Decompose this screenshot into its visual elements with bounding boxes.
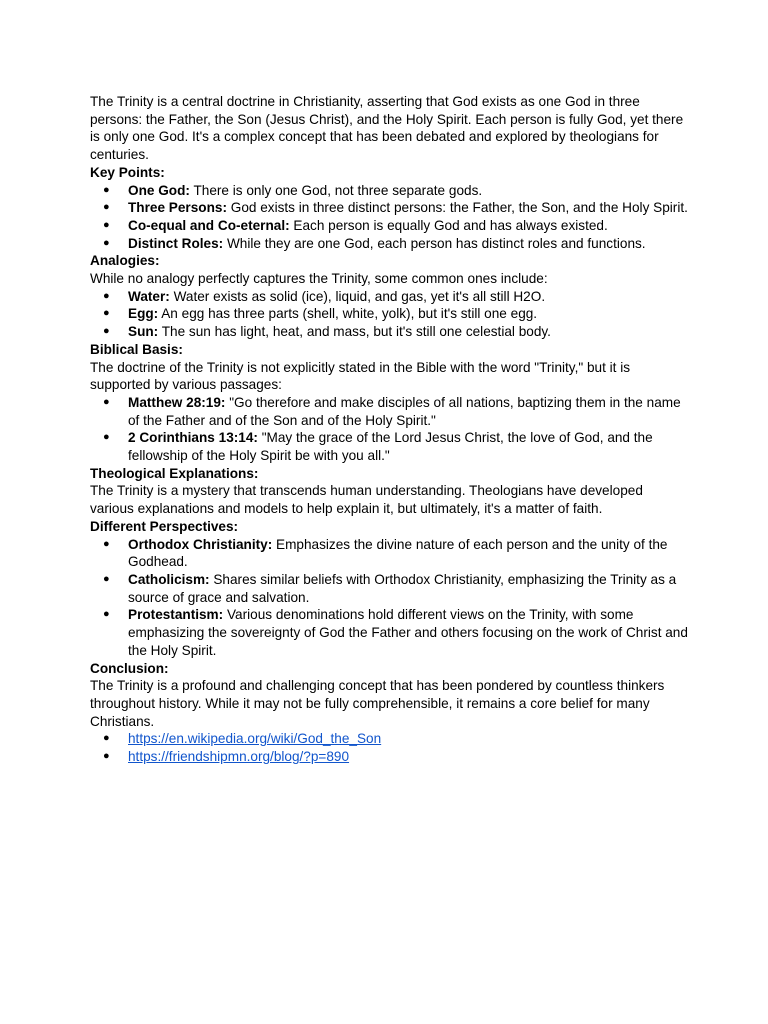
list-item: ● 2 Corinthians 13:14: "May the grace of the Lord Jesus Christ, the love of God, and the fellowship of the Holy Spirit be with you all.": [103, 430, 653, 464]
bullet-icon: ●: [103, 537, 110, 550]
list-item: ● Co-equal and Co-eternal: Each person is equally God and has always existed.: [103, 217, 608, 233]
bullet-icon: ●: [103, 325, 110, 338]
analogies-heading: Analogies:: [90, 253, 160, 269]
bullet-icon: ●: [103, 183, 110, 196]
analogies-intro: While no analogy perfectly captures the Trinity, some common ones include:: [90, 271, 548, 287]
key-points-list: [90, 182, 690, 253]
bullet-icon: ●: [103, 307, 110, 320]
theological-paragraph: The Trinity is a mystery that transcends human understanding. Theologians have developed various explanations and models to help explain it, but ultimately, it's a matter of faith.: [90, 483, 643, 517]
list-item: [90, 748, 690, 766]
list-item: ● Catholicism: Shares similar beliefs with Orthodox Christianity, emphasizing the Trinity as a source of grace and salvation.: [103, 571, 677, 605]
bullet-icon: ●: [103, 289, 110, 302]
bullet-icon: ●: [103, 201, 110, 214]
conclusion-paragraph: The Trinity is a profound and challenging concept that has been pondered by countless thinkers throughout history. While it may not be fully comprehensible, it remains a core belief for many Christians.: [90, 678, 665, 729]
list-item: ● Protestantism: Various denominations hold different views on the Trinity, with some emphasizing the sovereignty of God the Father and others focusing on the work of Christ and the Holy Spirit.: [103, 607, 688, 658]
list-item: ● Sun: The sun has light, heat, and mass, but it's still one celestial body.: [103, 324, 551, 340]
bullet-icon: ●: [103, 572, 110, 585]
list-item: ● Orthodox Christianity: Emphasizes the divine nature of each person and the unity of the Godhead.: [103, 536, 668, 570]
list-item: [90, 730, 690, 748]
perspectives-heading: Different Perspectives:: [90, 518, 239, 534]
list-item: ● Distinct Roles: While they are one God, each person has distinct roles and functions.: [103, 235, 646, 251]
theological-heading: Theological Explanations:: [90, 465, 259, 481]
perspectives-list: [90, 536, 690, 660]
bullet-icon: ●: [103, 608, 110, 621]
list-item: ● Matthew 28:19: "Go therefore and make disciples of all nations, baptizing them in the name of the Father and of the Son and of the Holy Spirit.": [103, 394, 681, 428]
biblical-basis-list: [90, 394, 690, 465]
conclusion-heading: Conclusion:: [90, 660, 169, 676]
source-links-list: [90, 730, 690, 765]
bullet-icon: ●: [103, 236, 110, 249]
document-page: [90, 93, 690, 766]
bullet-icon: ●: [103, 750, 110, 763]
biblical-basis-heading: Biblical Basis:: [90, 341, 183, 357]
bullet-icon: ●: [103, 395, 110, 408]
link-friendshipmn-blog[interactable]: https://friendshipmn.org/blog/?p=890: [128, 749, 350, 765]
analogies-list: [90, 288, 690, 341]
bullet-icon: ●: [103, 431, 110, 444]
bullet-icon: ●: [103, 218, 110, 231]
list-item: ● Three Persons: God exists in three distinct persons: the Father, the Son, and the Holy Spirit.: [103, 200, 688, 216]
bullet-icon: ●: [103, 732, 110, 745]
key-points-heading: Key Points:: [90, 164, 165, 180]
list-item: ● Water: Water exists as solid (ice), liquid, and gas, yet it's all still H2O.: [103, 288, 546, 304]
list-item: ● Egg: An egg has three parts (shell, white, yolk), but it's still one egg.: [103, 306, 538, 322]
intro-paragraph: The Trinity is a central doctrine in Christianity, asserting that God exists as one God in three persons: the Father, the Son (Jesus Christ), and the Holy Spirit. Each person is fully God, yet there is only one God. It's a complex concept that has been debated and explored by theologians for centuries.: [90, 94, 684, 163]
link-wikipedia-god-the-son[interactable]: https://en.wikipedia.org/wiki/God_the_Son: [128, 731, 382, 747]
list-item: ● One God: There is only one God, not three separate gods.: [103, 182, 483, 198]
biblical-basis-intro: The doctrine of the Trinity is not explicitly stated in the Bible with the word "Trinity," but it is supported by various passages:: [90, 359, 631, 393]
